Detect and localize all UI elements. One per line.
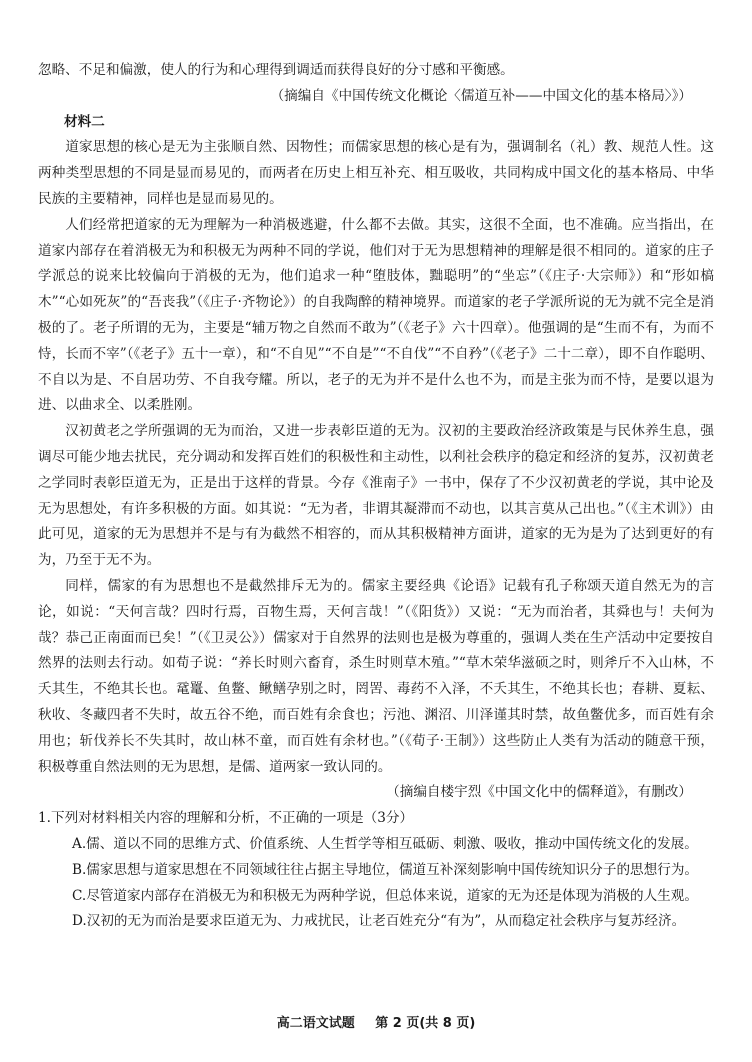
intro-tail: 忽略、不足和偏激，使人的行为和心理得到调适而获得良好的分寸感和平衡感。 [38,62,514,78]
option-d: D.汉初的无为而治是要求臣道无为、力戒扰民，让老百姓充分“有为”，从而稳定社会秩序与复苏经济。 [72,913,686,930]
option-b: B.儒家思想与道家思想在不同领域往往占据主导地位，儒道互补深刻影响中国传统知识分子的思想行为。 [72,861,699,878]
material-2-heading: 材料二 [64,113,105,130]
page-footer [0,1012,752,1031]
option-c: C.尽管道家内部存在消极无为和积极无为两种学说，但总体来说，道家的无为还是体现为消极的人生观。 [72,887,698,904]
paragraph-3: 汉初黄老之学所强调的无为而治，又进一步表彰臣道的无为。汉初的主要政治经济政策是与民休养生息，强调尽可能少地去扰民，充分调动和发挥百姓们的积极性和主动性，以利社会秩序的稳定和经济的复苏，汉初黄老之学同时表彰臣道无为，正是出于这样的背景。今存《淮南子》一书中，保存了不少汉初黄老的学说，其中论及无为思想处，有许多积极的方面。如其说：“无为者，非谓其凝滞而不动也，以其言莫从己出也。”（《主术训》）由此可见，道家的无为思想并不是与有为截然不相容的，而从其积极精神方面讲，道家的无为是为了达到更好的有为，乃至于无不为。 [38,423,714,569]
source-citation-1: （摘编自《中国传统文化概论〈儒道互补——中国文化的基本格局〉》） [270,87,692,104]
footer-subject: 高二语文试题 [276,1016,355,1031]
paragraph-2: 人们经常把道家的无为理解为一种消极逃避，什么都不去做。其实，这很不全面，也不准确。应当指出，在道家内部存在着消极无为和积极无为两种不同的学说，他们对于无为思想精神的理解是很不相同的。道家的庄子学派总的说来比较偏向于消极的无为，他们追求一种“堕肢体，黜聪明”的“坐忘”（《庄子·大宗师》）和“形如槁木”“心如死灰”的“吾丧我”（《庄子·齐物论》）的自我陶醉的精神境界。而道家的老子学派所说的无为就不完全是消极的了。老子所谓的无为，主要是“辅万物之自然而不敢为”（《老子》六十四章）。他强调的是“生而不有，为而不恃，长而不宰”（《老子》五十一章），和“不自见”“不自是”“不自伐”“不自矜”（《老子》二十二章），即不自作聪明、不自以为是、不自居功劳、不自我夸耀。所以，老子的无为并不是什么也不为，而是主张为而不恃，是要以退为进、以曲求全、以柔胜刚。 [38,216,714,414]
source-citation-2: （摘编自楼宇烈《中国文化中的儒释道》，有删改） [386,784,692,801]
question-1: 1.下列对材料相关内容的理解和分析，不正确的一项是（3分） [38,810,414,827]
paragraph-4: 同样，儒家的有为思想也不是截然排斥无为的。儒家主要经典《论语》记载有孔子称颂天道自然无为的言论，如说：“天何言哉？四时行焉，百物生焉，天何言哉！”（《阳货》）又说：“无为而治者，其舜也与！夫何为哉？恭己正南面而已矣！”（《卫灵公》）儒家对于自然界的法则也是极为尊重的，强调人类在生产活动中定要按自然界的法则去行动。如荀子说：“养长时则六畜育，杀生时则草木殖。”“草木荣华滋硕之时，则斧斤不入山林，不夭其生，不绝其长也。鼋鼍、鱼鳖、鳅鳝孕别之时，罔罟、毒药不入泽，不夭其生，不绝其长也；春耕、夏耘、秋收、冬藏四者不失时，故五谷不绝，而百姓有余食也；污池、渊沼、川泽谨其时禁，故鱼鳖优多，而百姓有余用也；斩伐养长不失其时，故山林不童，而百姓有余材也。”（《荀子·王制》）这些防止人类有为活动的随意干预，积极尊重自然法则的无为思想，是儒、道两家一致认同的。 [38,577,714,775]
option-a: A.儒、道以不同的思维方式、价值系统、人生哲学等相互砥砺、刺激、吸收，推动中国传统文化的发展。 [72,835,698,852]
paragraph-1: 道家思想的核心是无为主张顺自然、因物性；而儒家思想的核心是有为，强调制名（礼）教、规范人性。这两种类型思想的不同是显而易见的，而两者在历史上相互补充、相互吸收，共同构成中国文化的基本格局、中华民族的主要精神，同样也是显而易见的。 [38,139,714,207]
footer-page-number: 第 2 页(共 8 页) [375,1016,476,1031]
